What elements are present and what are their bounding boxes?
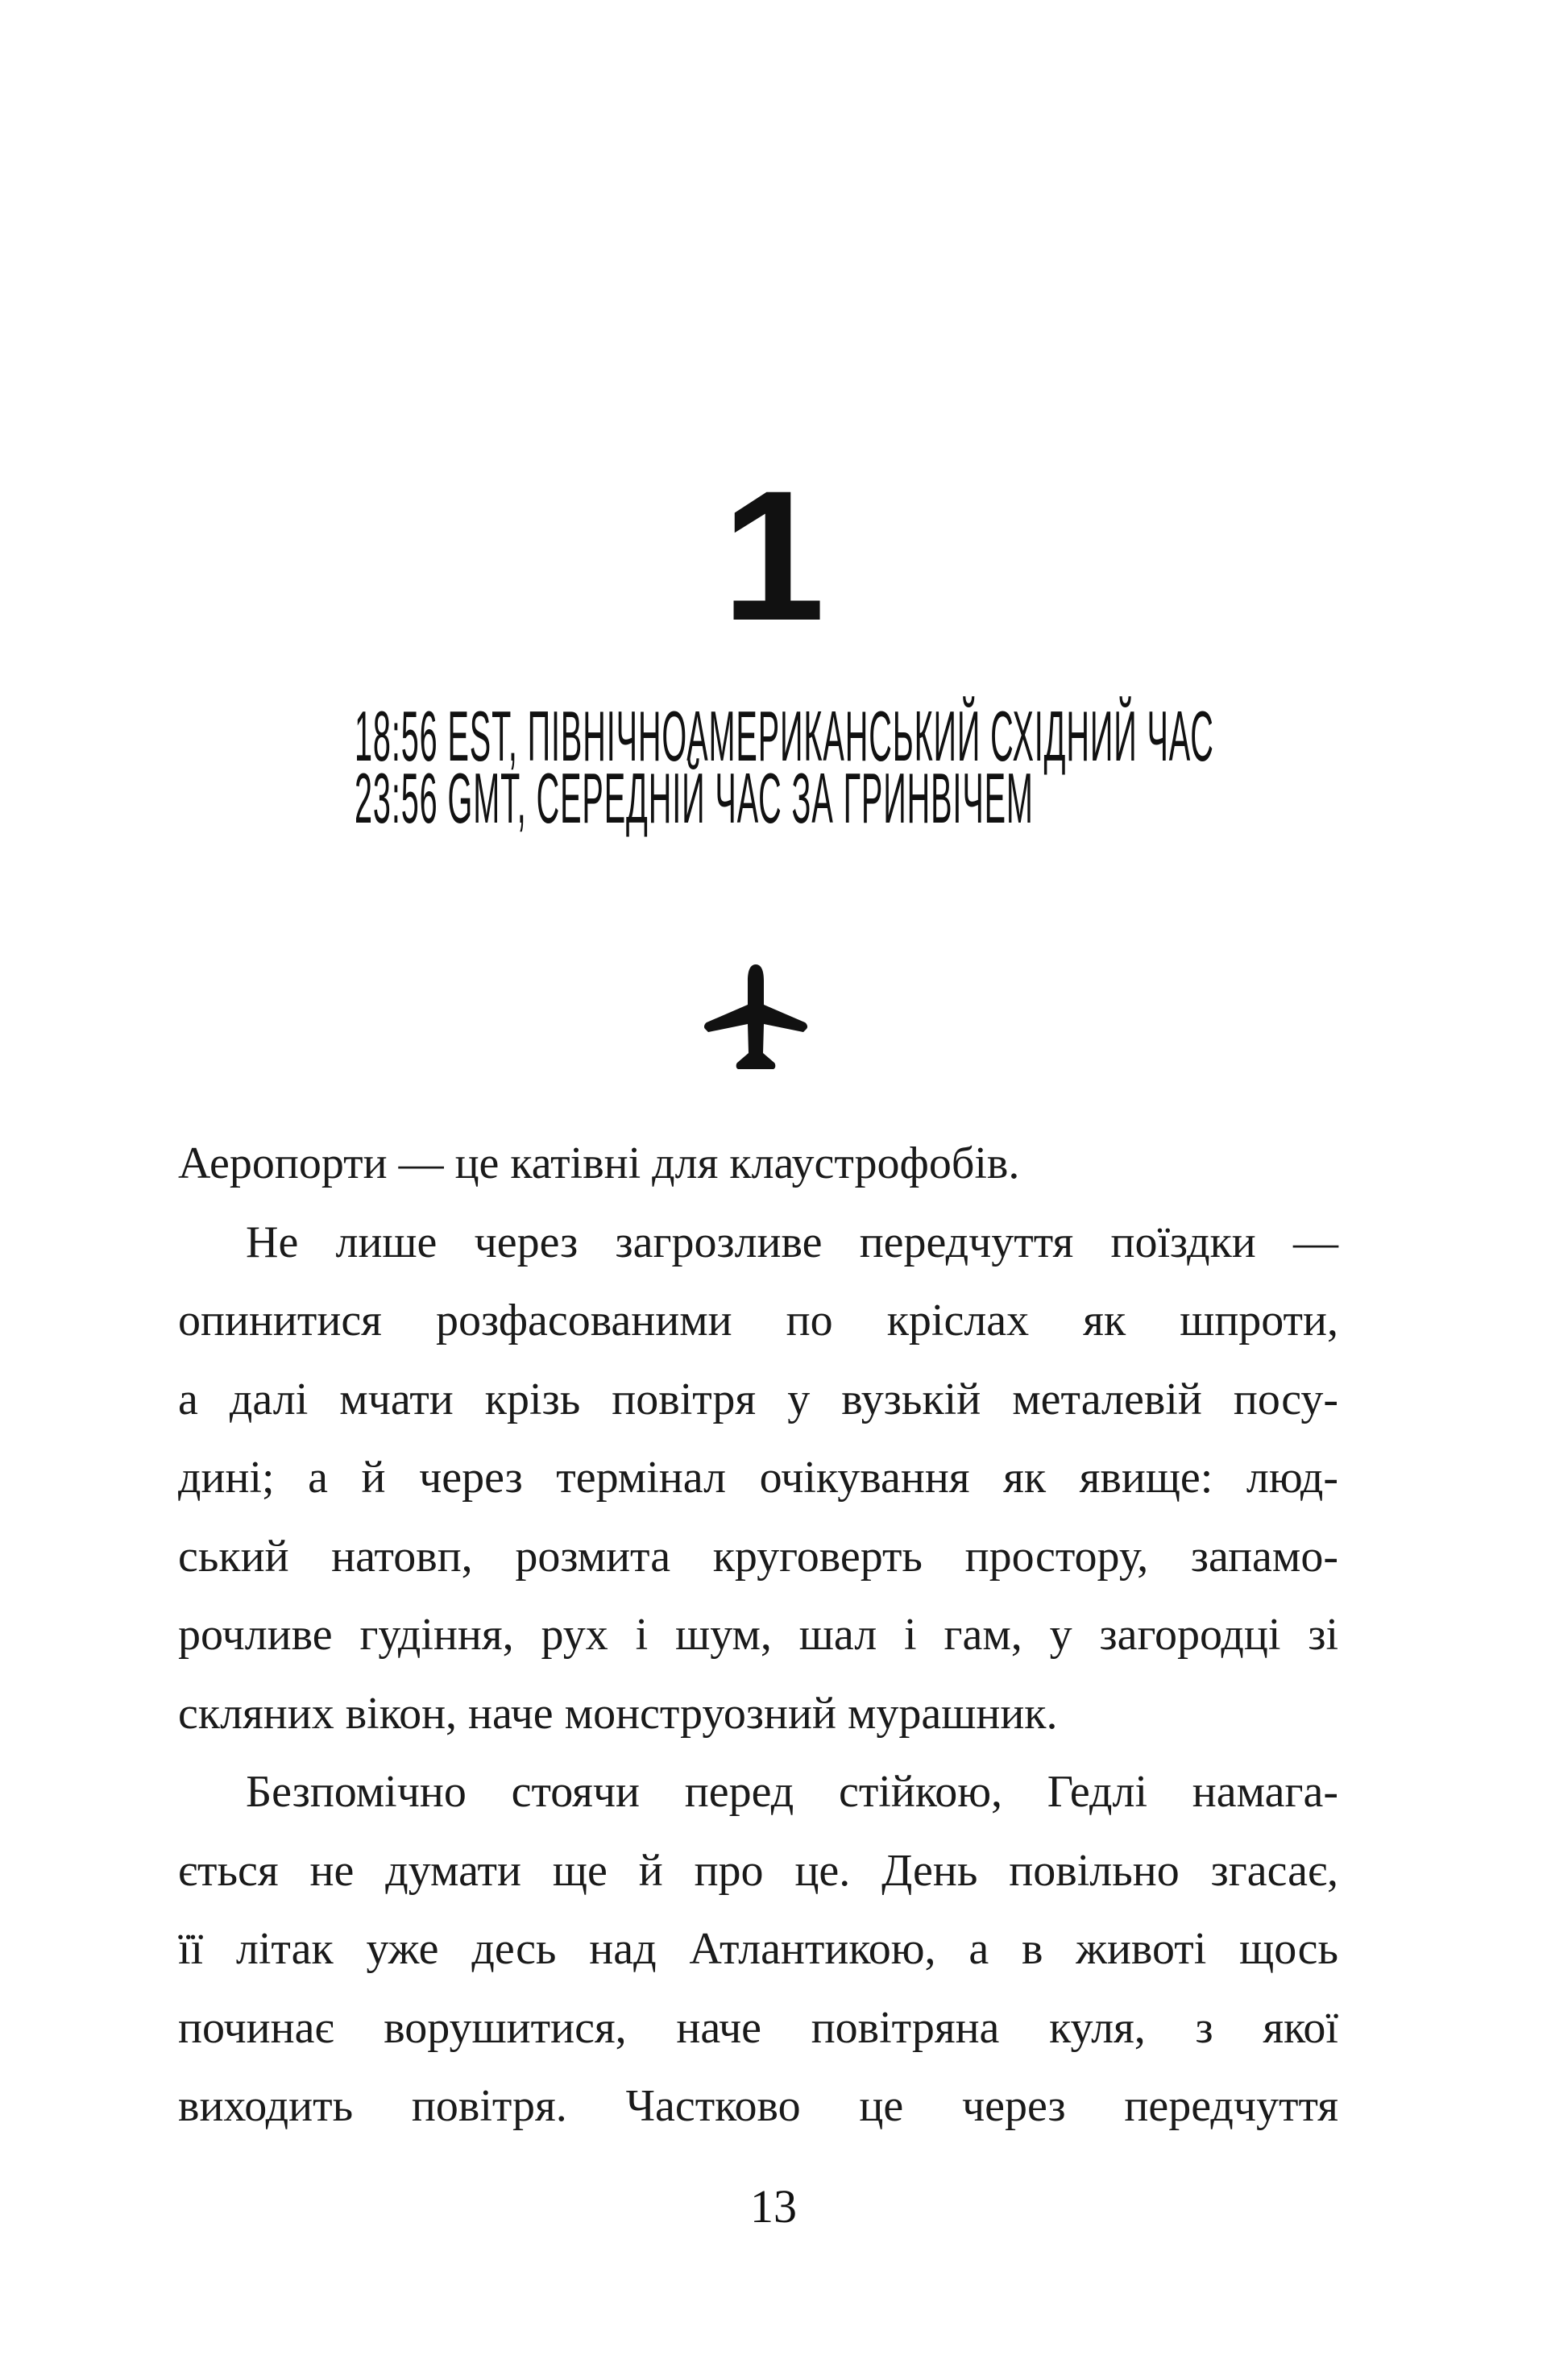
body-line: Аеропорти — це катівні для клаустрофобів. <box>178 1138 1020 1188</box>
page-number: 13 <box>750 2180 797 2233</box>
chapter-time-gmt: 23:56 GMT, СЕРЕДНІЙ ЧАС ЗА ГРИНВІЧЕМ <box>355 758 1034 838</box>
body-line: починає ворушитися, наче повітряна куля, з якої <box>178 2002 1338 2053</box>
body-line: ється не думати ще й про це. День повільно згасає, <box>178 1845 1338 1896</box>
chapter-number: 1 <box>722 452 825 659</box>
body-line: Не лише через загрозливе передчуття поїздки — <box>246 1217 1338 1267</box>
body-line: дині; а й через термінал очікування як явище: люд- <box>178 1453 1338 1503</box>
body-line: ський натовп, розмита круговерть простору, запамо- <box>178 1531 1338 1582</box>
body-line: її літак уже десь над Атлантикою, а в животі щось <box>178 1924 1338 1974</box>
body-line: скляних вікон, наче монструозний мурашник. <box>178 1688 1058 1739</box>
body-line: Безпомічно стоячи перед стійкою, Гедлі намага- <box>246 1767 1338 1817</box>
body-text <box>178 1125 1338 2146</box>
body-line: опинитися розфасованими по кріслах як шпроти, <box>178 1296 1338 1345</box>
chapter-time-est: 18:56 EST, ПІВНІЧНОАМЕРИКАНСЬКИЙ СХІДНИЙ ЧАС <box>355 696 1214 776</box>
body-line: виходить повітря. Частково це через передчуття <box>178 2081 1338 2131</box>
body-line: рочливе гудіння, рух і шум, шал і гам, у загородці зі <box>178 1610 1338 1660</box>
airplane-icon <box>703 963 808 1080</box>
body-line: а далі мчати крізь повітря у вузькій металевій посу- <box>178 1374 1338 1424</box>
